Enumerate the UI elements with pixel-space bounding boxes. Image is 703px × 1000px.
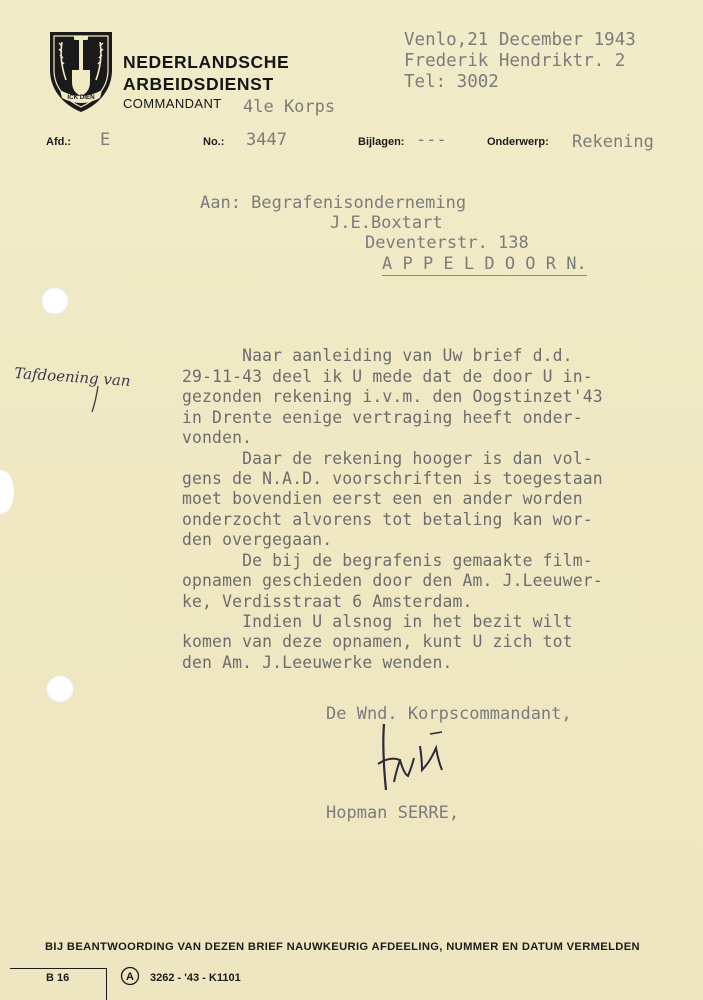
form-code: B 16 (46, 972, 70, 984)
footer-notice: BIJ BEANTWOORDING VAN DEZEN BRIEF NAUWKEURIG AFDEELING, NUMMER EN DATUM VERMELDEN (45, 941, 640, 953)
body-line: in Drente eenige vertraging heeft onder- (182, 408, 583, 427)
address-city: A P P E L D O O R N. (382, 254, 587, 274)
telephone: Tel: 3002 (404, 72, 499, 92)
body-line: 29-11-43 deel ik U mede dat de door U in- (182, 367, 593, 386)
address-line-3: Deventerstr. 138 (365, 233, 529, 253)
print-code: 3262 - '43 - K1101 (150, 972, 241, 984)
attachments-label: Bijlagen: (358, 136, 405, 148)
emblem-motto: ICK DIEN (67, 94, 95, 101)
nad-shield-emblem-icon (48, 30, 114, 114)
handwritten-signature (370, 720, 460, 800)
place-date: Venlo,21 December 1943 (404, 30, 636, 50)
body-line: Naar aanleiding van Uw brief d.d. (182, 346, 573, 365)
printer-logo-icon (120, 966, 140, 986)
closing-title: De Wnd. Korpscommandant, (326, 704, 572, 724)
body-line: komen van deze opnamen, kunt U zich tot (182, 632, 573, 651)
footer-divider (106, 968, 107, 1000)
address-line-1: Aan: Begrafenisonderneming (200, 193, 467, 213)
attachments-value: --- (416, 130, 447, 150)
number-value: 3447 (246, 130, 287, 150)
org-name-line2: ARBEIDSDIENST (123, 74, 274, 94)
body-line: onderzocht alvorens tot betaling kan wor- (182, 510, 593, 529)
footer-rule (10, 968, 107, 969)
body-line: gens de N.A.D. voorschriften is toegestaan (182, 469, 603, 488)
org-role: COMMANDANT (123, 96, 222, 111)
afd-value: E (100, 130, 111, 150)
address-line-2: J.E.Boxtart (330, 213, 443, 233)
body-line: moet bovendien eerst een en ander worden (182, 489, 583, 508)
body-line: ke, Verdisstraat 6 Amsterdam. (182, 592, 473, 611)
subject-value: Rekening (572, 132, 654, 152)
afd-label: Afd.: (46, 136, 72, 148)
body-line: den overgegaan. (182, 530, 333, 549)
punch-hole-bottom (46, 675, 74, 703)
margin-note-text: Tafdoening van (13, 363, 132, 391)
body-line: den Am. J.Leeuwerke wenden. (182, 653, 453, 672)
body-line: vonden. (182, 428, 253, 447)
org-name-line1: NEDERLANDSCHE (123, 52, 290, 72)
body-line: Daar de rekening hooger is dan vol- (182, 449, 593, 468)
body-line: Indien U alsnog in het bezit wilt (182, 612, 573, 631)
signatory-name: Hopman SERRE, (326, 803, 460, 823)
body-line: gezonden rekening i.v.m. den Oogstinzet'43 (182, 387, 603, 406)
handwritten-margin-note (12, 360, 152, 420)
subject-label: Onderwerp: (487, 136, 549, 148)
printer-logo-letter: A (126, 971, 134, 984)
number-label: No.: (203, 136, 225, 148)
street-address: Frederik Hendriktr. 2 (404, 51, 626, 71)
body-line: opnamen geschieden door den Am. J.Leeuwer- (182, 571, 603, 590)
punch-hole-top (41, 287, 69, 315)
unit-name: 4le Korps (243, 97, 336, 117)
body-line: De bij de begrafenis gemaakte film- (182, 551, 593, 570)
